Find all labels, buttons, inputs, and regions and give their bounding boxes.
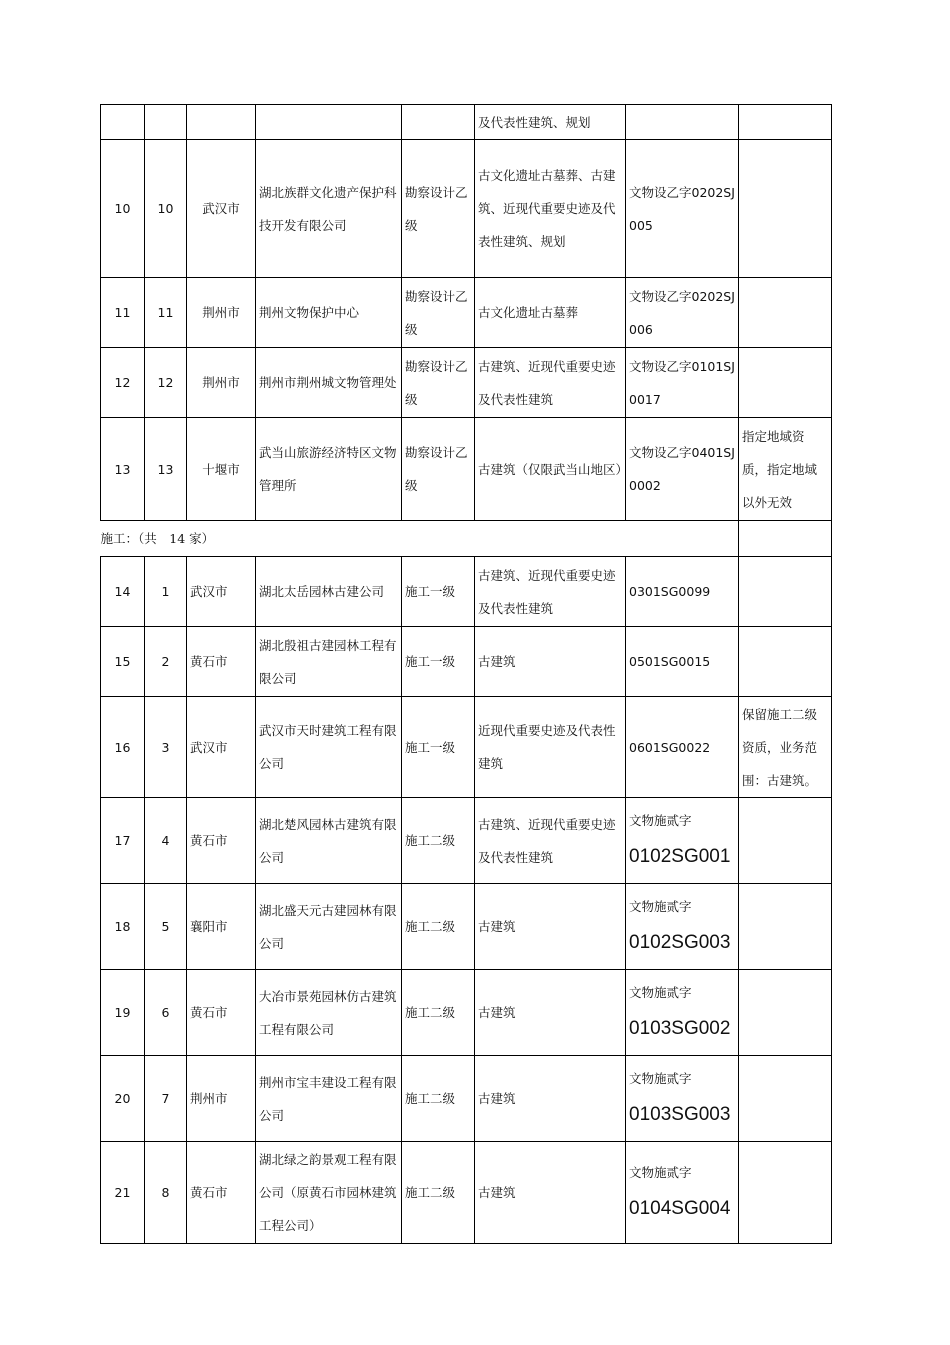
note-cell (739, 140, 832, 278)
company-cell: 湖北殷祖古建园林工程有限公司 (256, 627, 402, 697)
row-index-cell: 21 (101, 1142, 145, 1244)
note-cell: 保留施工二级资质，业务范围：古建筑。 (739, 697, 832, 798)
table-row (101, 418, 832, 521)
certificate-number: 0103SG002 (629, 1018, 731, 1039)
city-cell: 襄阳市 (187, 884, 256, 970)
row-subindex-cell (145, 105, 187, 140)
note-cell (739, 278, 832, 348)
qualification-cell: 施工二级 (402, 1056, 475, 1142)
table-row (101, 1142, 832, 1244)
note-cell (739, 348, 832, 418)
city-cell: 黄石市 (187, 798, 256, 884)
qualification-cell: 施工二级 (402, 798, 475, 884)
note-cell (739, 627, 832, 697)
company-cell: 湖北盛天元古建园林有限公司 (256, 884, 402, 970)
city-cell (187, 105, 256, 140)
row-index-cell: 17 (101, 798, 145, 884)
row-subindex-cell: 13 (145, 418, 187, 521)
qualification-cell: 施工二级 (402, 1142, 475, 1244)
row-subindex-cell: 5 (145, 884, 187, 970)
row-index-cell: 12 (101, 348, 145, 418)
qualification-cell: 施工一级 (402, 697, 475, 798)
city-cell: 武汉市 (187, 557, 256, 627)
table-row (101, 970, 832, 1056)
table-row (101, 557, 832, 627)
scope-cell: 古建筑 (475, 627, 626, 697)
certificate-cell: 文物设乙字0101SJ0017 (626, 348, 739, 418)
scope-cell: 古建筑 (475, 1056, 626, 1142)
scope-cell: 古文化遗址古墓葬、古建筑、近现代重要史迹及代表性建筑、规划 (475, 140, 626, 278)
note-cell (739, 970, 832, 1056)
table-row (101, 140, 832, 278)
row-subindex-cell: 2 (145, 627, 187, 697)
qualification-table (100, 104, 832, 1244)
scope-cell: 古建筑、近现代重要史迹及代表性建筑 (475, 798, 626, 884)
row-index-cell: 20 (101, 1056, 145, 1142)
certificate-cell (626, 1142, 739, 1244)
note-cell (739, 798, 832, 884)
table-row (101, 1056, 832, 1142)
city-cell: 荆州市 (187, 1056, 256, 1142)
scope-cell: 古建筑 (475, 884, 626, 970)
scope-cell: 及代表性建筑、规划 (475, 105, 626, 140)
certificate-cell (626, 1056, 739, 1142)
certificate-prefix: 文物施贰字 (629, 813, 692, 828)
note-cell (739, 105, 832, 140)
row-index-cell (101, 105, 145, 140)
company-cell: 武汉市天时建筑工程有限公司 (256, 697, 402, 798)
row-index-cell: 11 (101, 278, 145, 348)
row-subindex-cell: 11 (145, 278, 187, 348)
certificate-cell (626, 884, 739, 970)
certificate-cell: 文物设乙字0202SJ006 (626, 278, 739, 348)
city-cell: 荆州市 (187, 278, 256, 348)
note-cell (739, 557, 832, 627)
certificate-cell: 0301SG0099 (626, 557, 739, 627)
qualification-cell: 勘察设计乙级 (402, 140, 475, 278)
company-cell: 荆州文物保护中心 (256, 278, 402, 348)
row-index-cell: 10 (101, 140, 145, 278)
row-subindex-cell: 6 (145, 970, 187, 1056)
section-label: 施工：（共 14 家） (101, 521, 739, 557)
row-subindex-cell: 10 (145, 140, 187, 278)
qualification-cell: 施工一级 (402, 627, 475, 697)
qualification-cell: 勘察设计乙级 (402, 348, 475, 418)
note-cell (739, 884, 832, 970)
row-subindex-cell: 3 (145, 697, 187, 798)
scope-cell: 古建筑、近现代重要史迹及代表性建筑 (475, 557, 626, 627)
qualification-cell: 施工二级 (402, 884, 475, 970)
scope-cell: 古建筑 (475, 1142, 626, 1244)
row-subindex-cell: 12 (145, 348, 187, 418)
company-cell: 湖北绿之韵景观工程有限公司（原黄石市园林建筑工程公司） (256, 1142, 402, 1244)
company-cell: 湖北太岳园林古建公司 (256, 557, 402, 627)
certificate-cell: 0601SG0022 (626, 697, 739, 798)
row-subindex-cell: 7 (145, 1056, 187, 1142)
certificate-number: 0103SG003 (629, 1104, 731, 1125)
qualification-cell: 施工二级 (402, 970, 475, 1056)
certificate-prefix: 文物施贰字 (629, 1071, 692, 1086)
certificate-prefix: 文物施贰字 (629, 985, 692, 1000)
note-cell: 指定地域资质，指定地域以外无效 (739, 418, 832, 521)
qualification-cell: 施工一级 (402, 557, 475, 627)
city-cell: 黄石市 (187, 1142, 256, 1244)
certificate-cell: 文物设乙字0401SJ0002 (626, 418, 739, 521)
scope-cell: 古建筑（仅限武当山地区） (475, 418, 626, 521)
section-note-cell (739, 521, 832, 557)
row-index-cell: 18 (101, 884, 145, 970)
table-row (101, 627, 832, 697)
certificate-cell: 0501SG0015 (626, 627, 739, 697)
row-subindex-cell: 4 (145, 798, 187, 884)
certificate-cell: 文物设乙字0202SJ005 (626, 140, 739, 278)
city-cell: 黄石市 (187, 627, 256, 697)
company-cell (256, 105, 402, 140)
qualification-cell: 勘察设计乙级 (402, 278, 475, 348)
city-cell: 十堰市 (187, 418, 256, 521)
certificate-number: 0102SG001 (629, 846, 731, 867)
row-subindex-cell: 8 (145, 1142, 187, 1244)
certificate-prefix: 文物施贰字 (629, 1165, 692, 1180)
certificate-number: 0104SG004 (629, 1198, 731, 1219)
row-index-cell: 19 (101, 970, 145, 1056)
table-row (101, 697, 832, 798)
scope-cell: 近现代重要史迹及代表性建筑 (475, 697, 626, 798)
certificate-cell (626, 105, 739, 140)
row-index-cell: 16 (101, 697, 145, 798)
table-row (101, 884, 832, 970)
row-index-cell: 13 (101, 418, 145, 521)
note-cell (739, 1056, 832, 1142)
city-cell: 武汉市 (187, 697, 256, 798)
table-row (101, 278, 832, 348)
company-cell: 荆州市宝丰建设工程有限公司 (256, 1056, 402, 1142)
city-cell: 荆州市 (187, 348, 256, 418)
city-cell: 武汉市 (187, 140, 256, 278)
city-cell: 黄石市 (187, 970, 256, 1056)
scope-cell: 古文化遗址古墓葬 (475, 278, 626, 348)
scope-cell: 古建筑 (475, 970, 626, 1056)
certificate-cell (626, 798, 739, 884)
row-index-cell: 14 (101, 557, 145, 627)
certificate-number: 0102SG003 (629, 932, 731, 953)
certificate-cell (626, 970, 739, 1056)
company-cell: 湖北族群文化遗产保护科技开发有限公司 (256, 140, 402, 278)
qualification-cell (402, 105, 475, 140)
company-cell: 武当山旅游经济特区文物管理所 (256, 418, 402, 521)
qualification-cell: 勘察设计乙级 (402, 418, 475, 521)
row-index-cell: 15 (101, 627, 145, 697)
scope-cell: 古建筑、近现代重要史迹及代表性建筑 (475, 348, 626, 418)
table-row (101, 798, 832, 884)
company-cell: 大冶市景苑园林仿古建筑工程有限公司 (256, 970, 402, 1056)
table-row (101, 105, 832, 140)
certificate-prefix: 文物施贰字 (629, 899, 692, 914)
table-row (101, 348, 832, 418)
row-subindex-cell: 1 (145, 557, 187, 627)
section-header-row (101, 521, 832, 557)
company-cell: 荆州市荆州城文物管理处 (256, 348, 402, 418)
company-cell: 湖北楚风园林古建筑有限公司 (256, 798, 402, 884)
note-cell (739, 1142, 832, 1244)
